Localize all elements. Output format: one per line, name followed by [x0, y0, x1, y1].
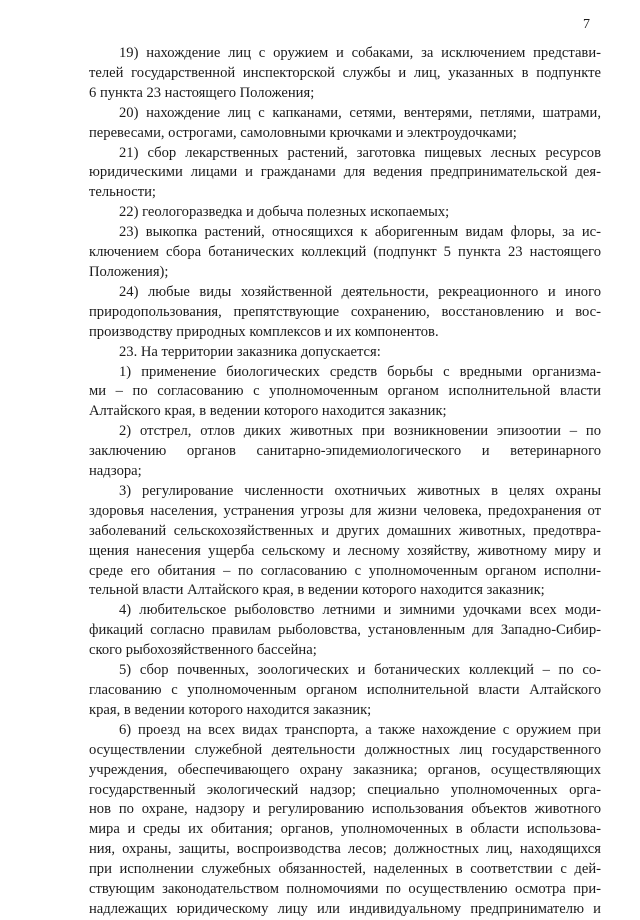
paragraph	[89, 144, 601, 204]
text-line: края, в ведении которого находится заказник;	[89, 701, 372, 718]
text-line: заключению органов санитарно-эпидемиологического и ветеринарного	[89, 443, 601, 460]
paragraph	[89, 363, 601, 423]
text-line: перевесами, острогами, самоловными крючками и электроудочками;	[89, 124, 517, 141]
text-line: 21) сбор лекарственных растений, заготовка пищевых лесных ресурсов	[119, 144, 601, 161]
text-line: нов по охране, надзору и регулированию использования объектов животного	[89, 801, 601, 818]
paragraph	[89, 422, 601, 482]
text-line: 24) любые виды хозяйственной деятельности, рекреационного и иного	[119, 283, 601, 300]
text-line: фикаций согласно правилам рыболовства, установленным для Западно-Сибир-	[89, 622, 601, 639]
text-line: 23. На территории заказника допускается:	[119, 343, 381, 360]
text-line: ствующим законодательством полномочиями по осуществлению осмотра при-	[89, 881, 601, 898]
text-line: природопользования, препятствующие сохранению, восстановлению и вос-	[89, 303, 601, 320]
text-line: производству природных комплексов и их компонентов.	[89, 323, 439, 340]
text-line: 2) отстрел, отлов диких животных при возникновении эпизоотии – по	[119, 423, 601, 440]
text-line: надлежащих юридическому лицу или индивидуальному предпринимателю и	[89, 900, 601, 917]
paragraph	[89, 203, 601, 223]
text-line: Алтайского края, в ведении которого находится заказник;	[89, 403, 447, 420]
text-line: 5) сбор почвенных, зоологических и ботанических коллекций – по со-	[119, 662, 601, 679]
text-line: телей государственной инспекторской службы и лиц, указанных в подпункте	[89, 64, 601, 81]
text-line: мира и среды их обитания; органов, уполномоченных в области использова-	[89, 821, 601, 838]
text-line: щения нанесения ущерба сельскому и лесному хозяйству, животному миру и	[89, 542, 601, 559]
text-line: юридическими лицами и гражданами для ведения предпринимательской дея-	[89, 164, 601, 181]
paragraph	[89, 721, 601, 920]
text-line: 6) проезд на всех видах транспорта, а также нахождение с оружием при	[119, 721, 601, 738]
text-line: заболеваний сельскохозяйственных и других домашних животных, предотвра-	[89, 522, 601, 539]
text-line: государственный экологический надзор; специально уполномоченных орга-	[89, 781, 601, 798]
paragraph	[89, 343, 601, 363]
paragraph	[89, 661, 601, 721]
text-line: среде его обитания – по согласованию с уполномоченным органом исполни-	[89, 562, 601, 579]
text-line: тельной власти Алтайского края, в ведении которого находится заказник;	[89, 582, 545, 599]
text-line: здоровья населения, устранения угрозы для жизни человека, предохранения от	[89, 502, 601, 519]
text-line: 4) любительское рыболовство летними и зимними удочками всех моди-	[119, 602, 601, 619]
text-line: учреждения, обеспечивающего охрану заказника; органов, осуществляющих	[89, 761, 601, 778]
text-line: 23) выкопка растений, относящихся к аборигенным видам флоры, за ис-	[119, 224, 601, 241]
text-line: ми – по согласованию с уполномоченным органом исполнительной власти	[89, 383, 601, 400]
paragraph	[89, 283, 601, 343]
text-line: ключением сбора ботанических коллекций (подпункт 5 пункта 23 настоящего	[89, 244, 601, 261]
text-line: 19) нахождение лиц с оружием и собаками, за исключением представи-	[119, 45, 601, 61]
paragraph	[89, 44, 601, 104]
text-line: 3) регулирование численности охотничьих животных в целях охраны	[119, 482, 601, 499]
text-line: гласованию с уполномоченным органом исполнительной власти Алтайского	[89, 682, 601, 698]
text-line: ния, охраны, защиты, воспроизводства лесов; должностных лиц, находящихся	[89, 841, 601, 858]
paragraph	[89, 223, 601, 283]
text-line: ского рыбохозяйственного бассейна;	[89, 642, 317, 659]
paragraph	[89, 601, 601, 661]
text-line: надзора;	[89, 463, 142, 480]
text-line: при исполнении служебных обязанностей, наделенных в соответствии с дей-	[89, 861, 601, 878]
text-line: 1) применение биологических средств борьбы с вредными организма-	[119, 363, 601, 380]
text-line: 22) геологоразведка и добыча полезных ископаемых;	[119, 204, 450, 221]
paragraph	[89, 482, 601, 601]
document-body	[89, 44, 601, 920]
paragraph	[89, 104, 601, 144]
text-line: 6 пункта 23 настоящего Положения;	[89, 84, 315, 101]
text-line: 20) нахождение лиц с капканами, сетями, вентерями, петлями, шатрами,	[119, 104, 601, 121]
text-line: Положения);	[89, 263, 169, 280]
page-number: 7	[583, 17, 590, 32]
text-line: осуществлении служебной деятельности должностных лиц государственного	[89, 741, 601, 758]
text-line: тельности;	[89, 184, 156, 201]
